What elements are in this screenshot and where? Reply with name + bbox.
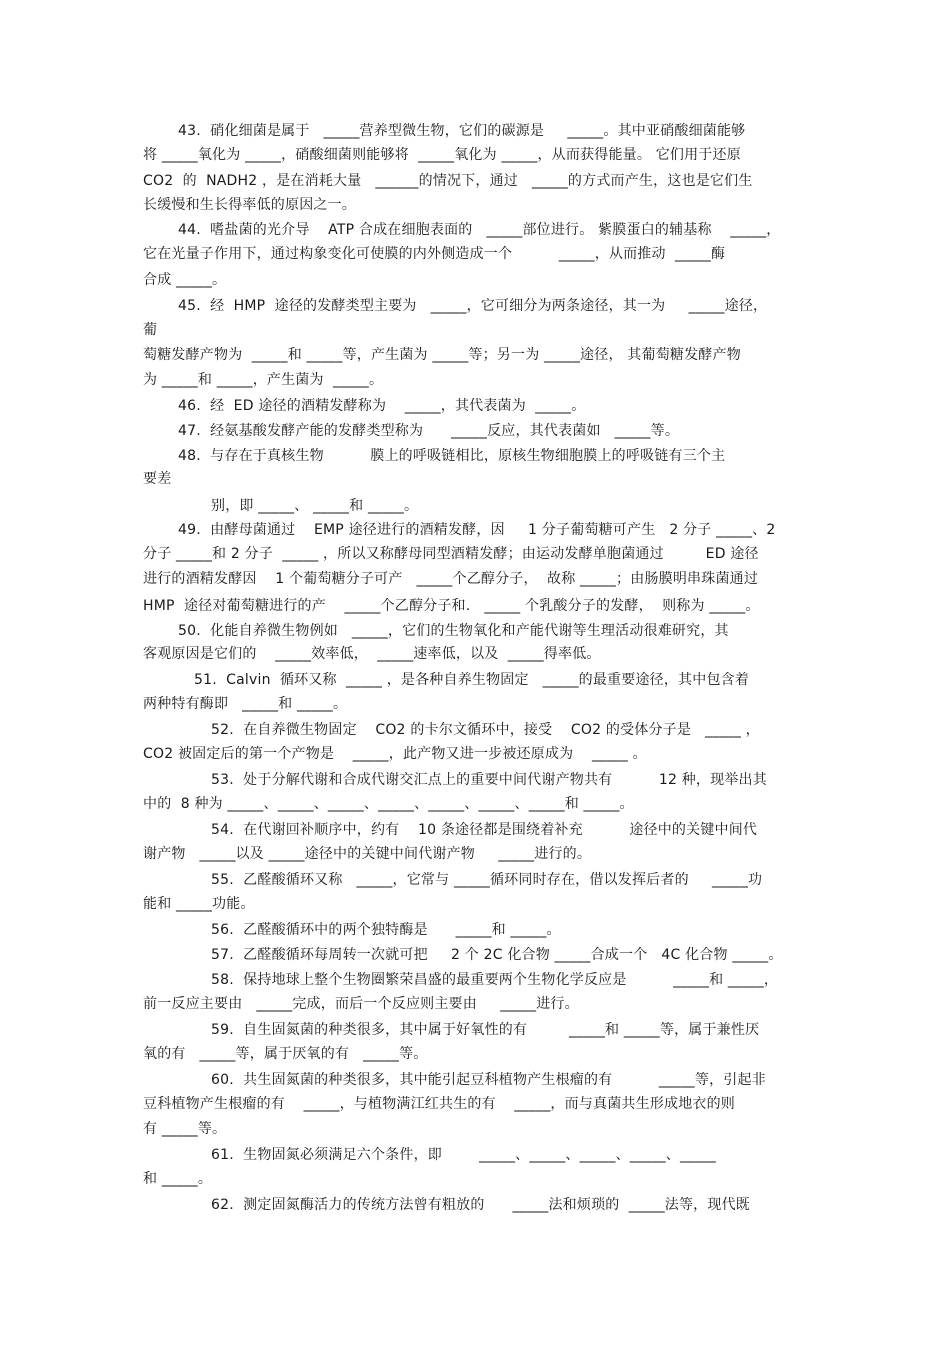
text-line: 别，即 _____、 _____和 _____。 [211, 498, 419, 514]
text-line: CO2 被固定后的第一个产物是 _____，此产物又进一步被还原成为 _____ 。 [143, 746, 647, 762]
text-line: 46. 经 ED 途径的酒精发酵称为 _____，其代表菌为 _____。 [178, 398, 586, 414]
text-line: 将 _____氧化为 _____，硝酸细菌则能够将 _____氧化为 _____，从而获得能量。 它们用于还原 [143, 147, 741, 163]
text-line: 53. 处于分解代谢和合成代谢交汇点上的重要中间代谢产物共有 12 种，现举出其 [211, 772, 767, 788]
text-line: 氧的有 _____等，属于厌氧的有 _____等。 [143, 1046, 428, 1062]
text-line: 56. 乙醛酸循环中的两个独特酶是 _____和 _____。 [211, 922, 561, 938]
text-line: 52. 在自养微生物固定 CO2 的卡尔文循环中，接受 CO2 的受体分子是 _____ ， [211, 722, 760, 738]
text-line: 合成 _____。 [143, 272, 227, 288]
text-line: 48. 与存在于真核生物 膜上的呼吸链相比，原核生物细胞膜上的呼吸链有三个主 [178, 448, 726, 464]
text-line: 谢产物 _____以及 _____途径中的关键中间代谢产物 _____进行的。 [143, 846, 592, 862]
text-line: 62. 测定固氮酶活力的传统方法曾有粗放的 _____法和烦琐的 _____法等，现代既 [211, 1197, 750, 1213]
text-line: 55. 乙醛酸循环又称 _____，它常与 _____循环同时存在，借以发挥后者的 _____功 [211, 872, 763, 888]
text-line: 57. 乙醛酸循环每周转一次就可把 2 个 2C 化合物 _____合成一个 4C 化合物 _____。 [211, 947, 783, 963]
text-line: 为 _____和 _____，产生菌为 _____。 [143, 372, 384, 388]
text-line: 59. 自生固氮菌的种类很多，其中属于好氧性的有 _____和 _____等，属于兼性厌 [211, 1022, 760, 1038]
text-line: CO2 的 NADH2 ，是在消耗大量 ______的情况下，通过 _____的方式而产生，这也是它们生 [143, 173, 753, 189]
text-line: 50. 化能自养微生物例如 _____，它们的生物氧化和产能代谢等生理活动很难研究，其 [178, 623, 729, 639]
text-line: 61. 生物固氮必须满足六个条件，即 _____、_____、_____、_____、_____ [211, 1147, 716, 1163]
text-line: 能和 _____功能。 [143, 896, 255, 912]
text-line: 54. 在代谢回补顺序中，约有 10 条途径都是围绕着补充 途径中的关键中间代 [211, 822, 758, 838]
text-line: 60. 共生固氮菌的种类很多，其中能引起豆科植物产生根瘤的有 _____等，引起非 [211, 1072, 766, 1088]
text-line: 客观原因是它们的 _____效率低， _____速率低，以及 _____得率低。 [143, 646, 601, 662]
text-line: HMP 途径对葡萄糖进行的产 _____个乙醇分子和. _____ 个乳酸分子的发酵， 则称为 _____。 [143, 598, 760, 614]
text-line: 58. 保持地球上整个生物圈繁荣昌盛的最重要两个生物化学反应是 _____和 _____， [211, 972, 779, 988]
text-line: 前一反应主要由 _____完成，而后一个反应则主要由 _____进行。 [143, 996, 579, 1012]
text-line: 和 _____。 [143, 1171, 213, 1187]
text-line: 中的 8 种为 _____、_____、_____、_____、_____、_____、_____和 _____。 [143, 796, 634, 812]
text-line: 49. 由酵母菌通过 EMP 途径进行的酒精发酵，因 1 分子葡萄糖可产生 2 分子 _____、2 [178, 522, 776, 538]
text-line: 51. Calvin 循环又称 _____ ，是各种自养生物固定 _____的最重要途径，其中包含着 [194, 672, 750, 688]
text-line: 分子 _____和 2 分子 _____ ，所以又称酵母同型酒精发酵；由运动发酵单胞菌通过 ED 途径 [143, 546, 759, 562]
text-line: 两种特有酶即 _____和 _____。 [143, 696, 348, 712]
text-line: 葡 [143, 322, 158, 338]
text-line: 43. 硝化细菌是属于 _____营养型微生物，它们的碳源是 _____。其中亚硝酸细菌能够 [178, 123, 746, 139]
text-line: 萄糖发酵产物为 _____和 _____等，产生菌为 _____等；另一为 _____途径， 其葡萄糖发酵产物 [143, 347, 741, 363]
text-line: 它在光量子作用下，通过构象变化可使膜的内外侧造成一个 _____，从而推动 _____酶 [143, 246, 726, 262]
text-line: 44. 嗜盐菌的光介导 ATP 合成在细胞表面的 _____部位进行。 紫膜蛋白的辅基称 _____， [178, 222, 781, 238]
text-line: 有 _____等。 [143, 1121, 227, 1137]
text-line: 长缓慢和生长得率低的原因之一。 [143, 197, 356, 213]
text-line: 47. 经氨基酸发酵产能的发酵类型称为 _____反应，其代表菌如 _____等。 [178, 423, 680, 439]
text-line: 45. 经 HMP 途径的发酵类型主要为 _____，它可细分为两条途径，其一为 _____途径， [178, 298, 768, 314]
text-line: 豆科植物产生根瘤的有 _____，与植物满江红共生的有 _____，而与真菌共生形成地衣的则 [143, 1096, 735, 1112]
text-line: 要差 [143, 471, 172, 487]
text-line: 进行的酒精发酵因 1 个葡萄糖分子可产 _____个乙醇分子， 故称 _____；由肠膜明串珠菌通过 [143, 571, 759, 587]
